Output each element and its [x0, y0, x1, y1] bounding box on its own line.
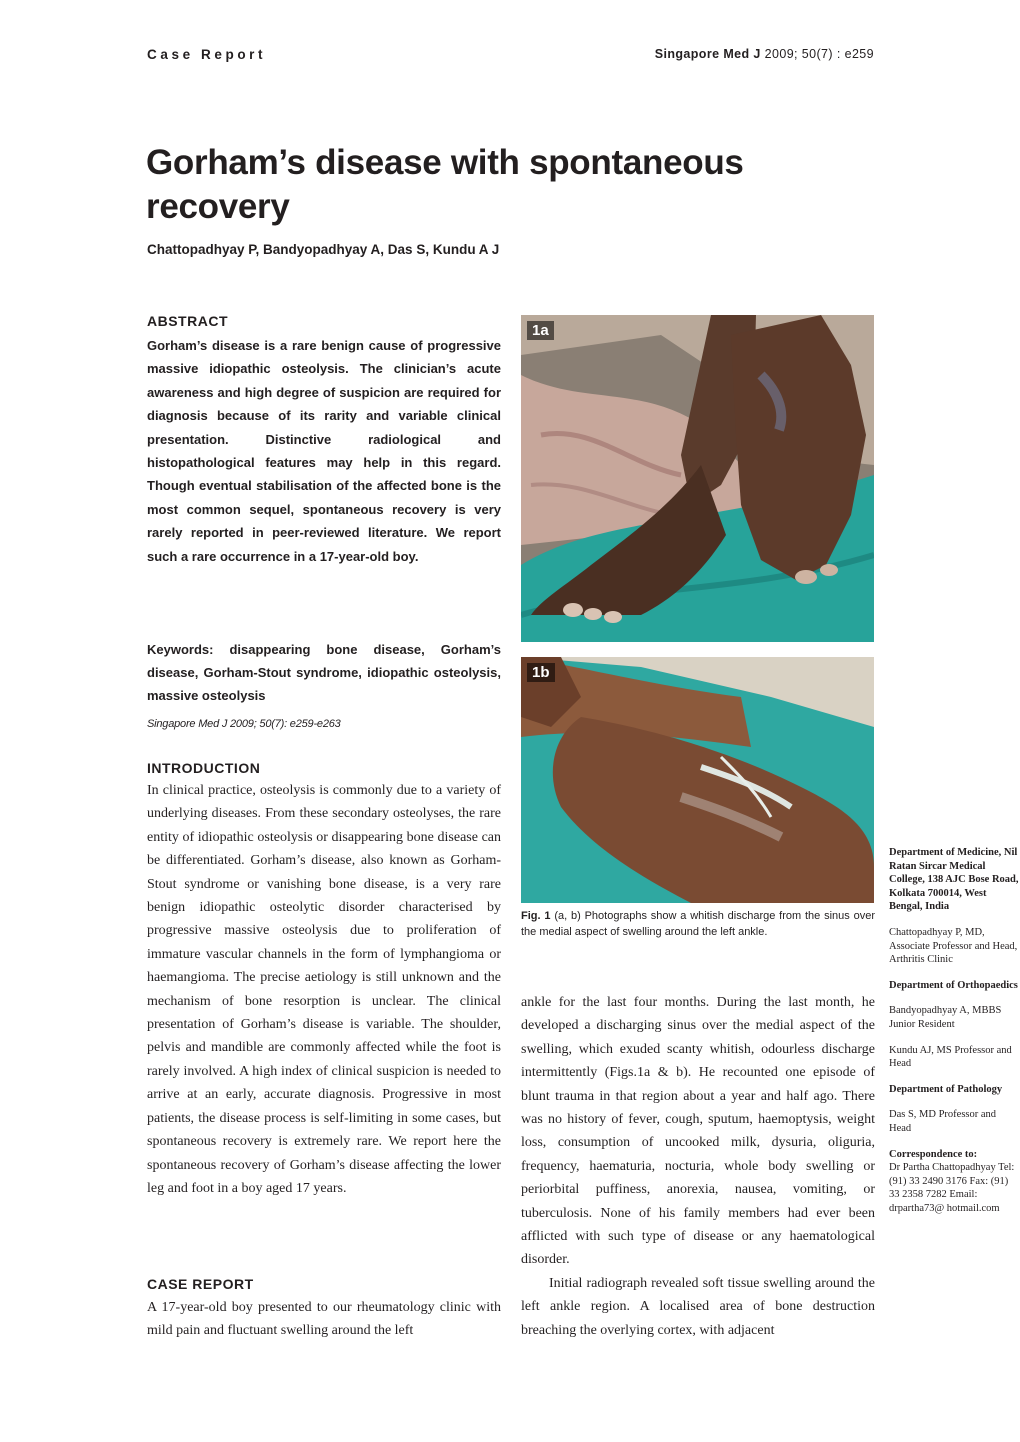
figure-caption-text: (a, b) Photographs show a whitish discharge from the sinus over the medial aspect of swelling around the left ankle. [521, 910, 875, 938]
journal-name: Singapore Med J [654, 47, 761, 61]
case-report-text: A 17-year-old boy presented to our rheumatology clinic with mild pain and fluctuant swelling around the left [147, 1300, 501, 1339]
correspondence-heading: Correspondence to: [889, 1148, 978, 1160]
abstract-text: Gorham’s disease is a rare benign cause of progressive massive idiopathic osteolysis. The clinician’s acute awareness and high degree of suspicion are required for diagnosis because of its rarity and variable clinical presentation. Distinctive radiological and histopathological features may help in this regard. Though eventual stabilisation of the affected bone is the most common sequel, spontaneous recovery is very rarely reported in peer-reviewed literature. We report such a rare occurrence in a 17-year-old boy. [147, 338, 501, 564]
figure-1b-photo [521, 657, 874, 903]
figure-1b-label: 1b [527, 663, 555, 682]
affiliations-sidebar [889, 846, 1019, 1215]
keywords: Keywords: disappearing bone disease, Gorham’s disease, Gorham-Stout syndrome, idiopathic osteolysis, massive osteolysis [147, 642, 501, 704]
citation: Singapore Med J 2009; 50(7): e259-e263 [147, 718, 341, 730]
affiliation-dept-orthopaedics: Department of Orthopaedics [889, 979, 1018, 991]
case-report-heading: CASE REPORT [147, 1276, 254, 1292]
correspondence-details: Dr Partha Chattopadhyay Tel: (91) 33 2490 3176 Fax: (91) 33 2358 7282 Email: drpartha73@ hotmail.com [889, 1162, 1015, 1214]
article-title: Gorham’s disease with spontaneous recovery [146, 143, 744, 226]
figure-1a-photo [521, 315, 874, 642]
ankle-photo-1b-drawing [521, 657, 874, 903]
abstract-heading: ABSTRACT [147, 313, 228, 329]
affiliation-person-3: Kundu AJ, MS Professor and Head [889, 1044, 1012, 1070]
author-list: Chattopadhyay P, Bandyopadhyay A, Das S, Kundu A J [147, 242, 500, 257]
affiliation-person-1: Chattopadhyay P, MD, Associate Professor and Head, Arthritis Clinic [889, 926, 1018, 966]
column2-paragraph-2: Initial radiograph revealed soft tissue swelling around the left ankle region. A localised area of bone destruction breaching the overlying cortex, with adjacent [521, 1275, 875, 1338]
figure-caption-label: Fig. 1 [521, 910, 551, 922]
affiliation-dept-medicine: Department of Medicine, Nil Ratan Sircar Medical College, 138 AJC Bose Road, Kolkata 700014, West Bengal, India [889, 847, 1019, 913]
introduction-heading: INTRODUCTION [147, 760, 261, 776]
figure-caption [521, 908, 875, 940]
running-head-journal [655, 47, 874, 61]
foot-photo-1a-drawing [521, 315, 874, 642]
affiliation-person-2: Bandyopadhyay A, MBBS Junior Resident [889, 1005, 1002, 1030]
column2-text [521, 991, 875, 1342]
column2-paragraph-1: ankle for the last four months. During the last month, he developed a discharging sinus over the medial aspect of the swelling, which exuded scanty whitish, odourless discharge intermittently (Figs.1a & b). He recounted one episode of blunt trauma in that region about a year and half ago. There was no history of fever, cough, sputum, haemoptysis, weight loss, consumption of uncooked milk, dysuria, oliguria, frequency, haematuria, nocturia, whole body swelling or periorbital puffiness, anorexia, nausea, vomiting, or tuberculosis. None of his family members had ever been afflicted with such type of disease or any haematological disorder. [521, 995, 875, 1268]
introduction-text: In clinical practice, osteolysis is commonly due to a variety of underlying diseases. From these secondary osteolyses, the rare entity of idiopathic osteolysis or disappearing bone disease can be differentiated. Gorham’s disease, also known as Gorham-Stout syndrome or vanishing bone disease, is a very rare benign idiopathic osteolytic disorder characterised by progressive massive osteolysis due to proliferation of immature vascular channels in the form of lymphangioma or haemangioma. The precise aetiology is still unknown and the mechanism of bone resorption is unclear. The clinical presentation of Gorham’s disease is variable. The shoulder, pelvis and mandible are commonly affected while the foot is rarely involved. A high index of clinical suspicion is needed to arrive at an early, accurate diagnosis. Progressive in most patients, the disease process is self-limiting in some cases, but spontaneous recovery is extremely rare. We report here the spontaneous recovery of Gorham’s disease affecting the lower leg and foot in a boy aged 17 years. [147, 783, 501, 1196]
running-head-section: Case Report [147, 47, 267, 62]
figure-1a-label: 1a [527, 321, 554, 340]
affiliation-dept-pathology: Department of Pathology [889, 1083, 1003, 1095]
affiliation-person-4: Das S, MD Professor and Head [889, 1109, 997, 1134]
journal-issue: 2009; 50(7) : e259 [760, 47, 874, 61]
